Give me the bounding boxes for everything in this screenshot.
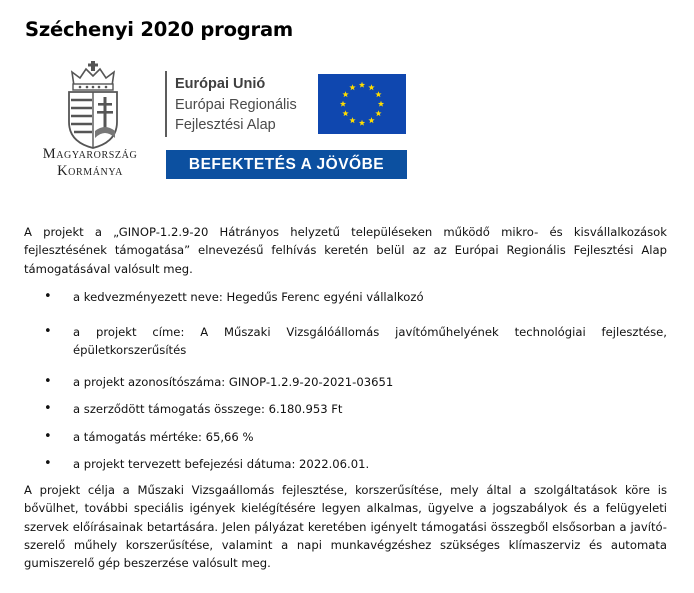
bullet-icon: • — [44, 429, 52, 444]
eu-line-1: Európai Unió — [175, 76, 266, 92]
bullet-icon: • — [44, 374, 52, 389]
list-item-text: a projekt azonosítószáma: GINOP-1.2.9-20-2021-03651 — [73, 375, 394, 389]
bullet-icon: • — [44, 401, 52, 416]
list-item-text: a támogatás mértéke: 65,66 % — [73, 430, 254, 444]
investment-banner: BEFEKTETÉS A JÖVŐBE — [166, 150, 407, 179]
bullet-icon: • — [44, 456, 52, 471]
eu-flag-icon — [318, 74, 406, 134]
eu-line-3: Fejlesztési Alap — [175, 117, 276, 133]
logo-divider — [165, 71, 167, 137]
eu-line-2: Európai Regionális — [175, 96, 297, 113]
gov-line-1: Magyarország — [42, 146, 138, 162]
list-item-text: a szerződött támogatás összege: 6.180.953 Ft — [73, 402, 343, 416]
bullet-icon: • — [44, 289, 52, 304]
eu-logo-text — [175, 74, 297, 136]
list-item-text: a projekt tervezett befejezési dátuma: 2022.06.01. — [73, 457, 370, 471]
list-item-text: a projekt címe: A Műszaki Vizsgálóállomás javítóműhelyének technológiai fejlesztése, épületkorszerűsítés — [73, 325, 667, 358]
intro-paragraph: A projekt a „GINOP-1.2.9-20 Hátrányos helyzetű településeken működő mikro- és kisvállalkozások fejlesztésének támogatása” elnevezésű felhívás keretén belül az az Európai Regionális Fejlesztési Alap támogatásával valósult meg. — [24, 225, 667, 276]
government-logo-text — [24, 146, 156, 180]
coat-of-arms-icon — [62, 60, 124, 150]
list-item-text: a kedvezményezett neve: Hegedűs Ferenc egyéni vállalkozó — [73, 290, 424, 304]
gov-line-2: Kormánya — [57, 163, 123, 179]
closing-paragraph: A projekt célja a Műszaki Vizsgaállomás fejlesztése, korszerűsítése, mely által a szolgáltatások köre is bővülhet, további speciális igények kielégítésére legyen alkalmas, ügyelve a jogszabályok és a felügyeleti szervek előírásainak betartására. Jelen pályázat keretében igényelt támogatási összegből elsősorban a javító-szerelő műhely korszerűsítése, valamint a napi munkavégzéshez szükséges klímaszerviz és automata gumiszerelő gép beszerzése valósult meg. — [24, 483, 667, 571]
bullet-icon: • — [44, 324, 52, 339]
page-title: Széchenyi 2020 program — [25, 18, 294, 41]
